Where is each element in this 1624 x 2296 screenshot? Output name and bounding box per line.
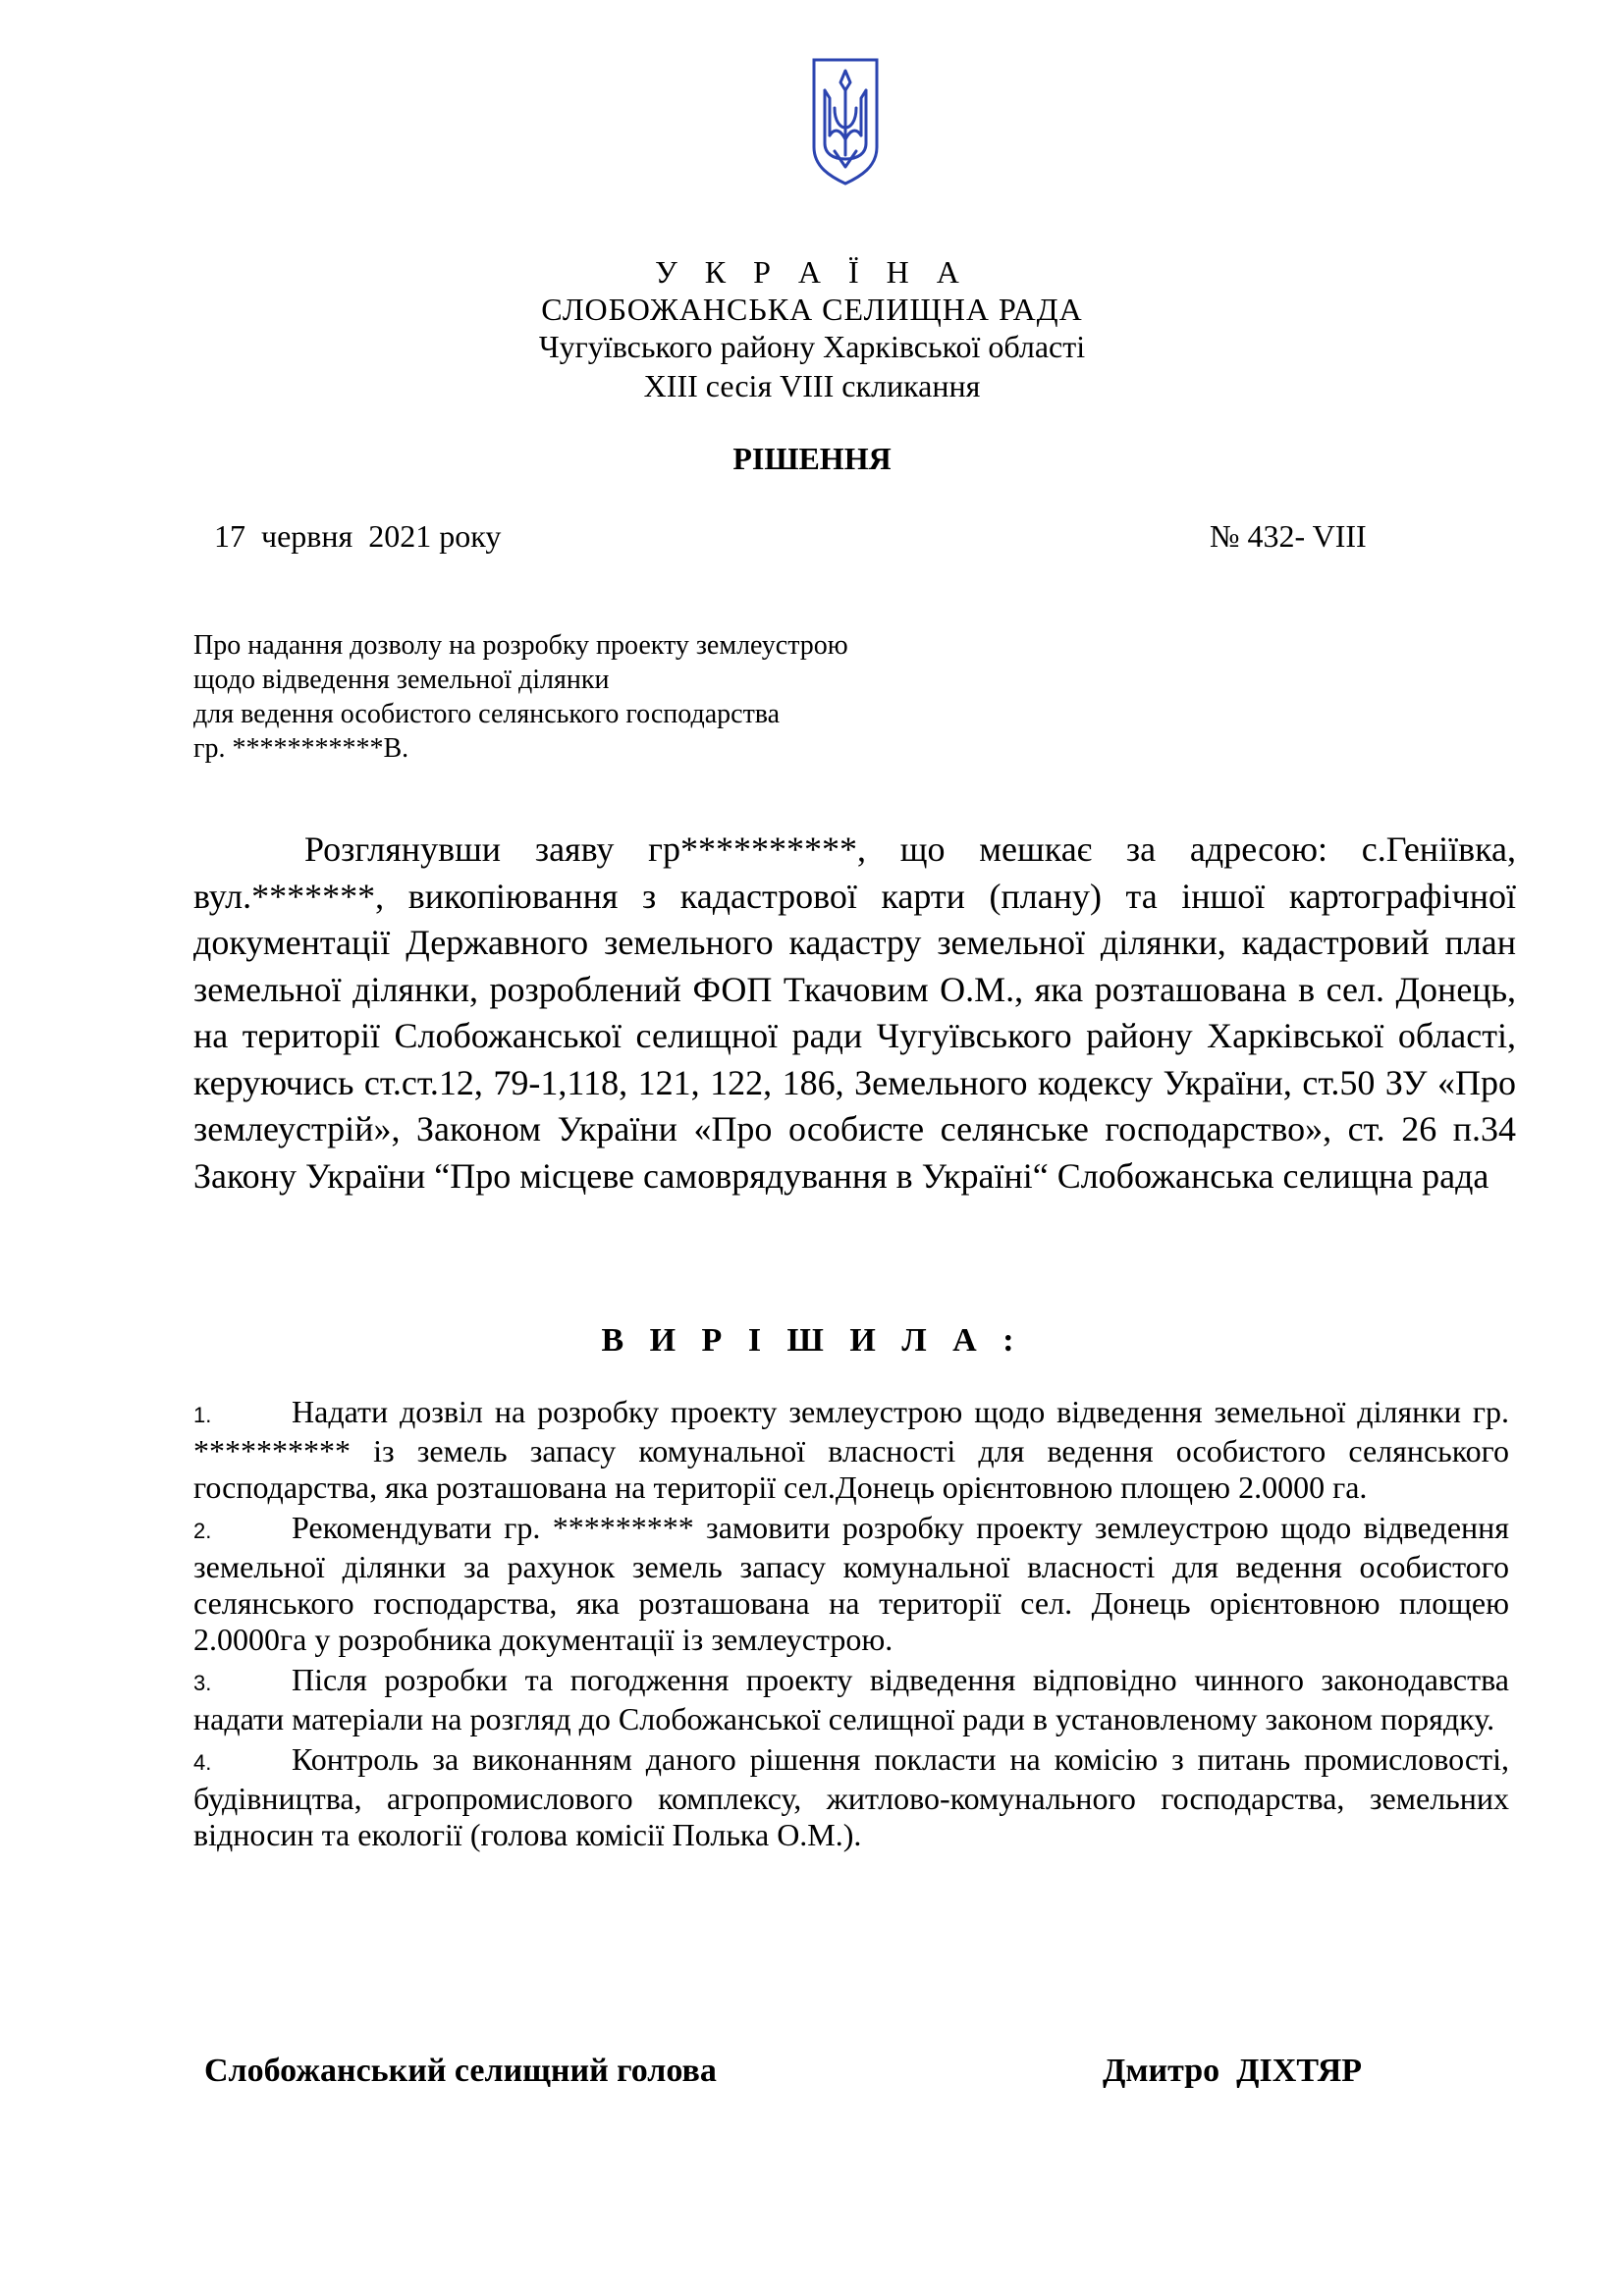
council-name: СЛОБОЖАНСЬКА СЕЛИЩНА РАДА [541, 292, 1083, 327]
item-number: 2. [193, 1519, 212, 1543]
document-number: № 432- VIII [1210, 518, 1367, 554]
decision-heading: В И Р І Ш И Л А : [601, 1322, 1023, 1359]
subject-line: для ведення особистого селянського господарства [193, 699, 781, 729]
subject-line: гр. ***********В. [193, 733, 409, 764]
decision-items [193, 1394, 1509, 1857]
document-type: РІШЕННЯ [732, 441, 892, 476]
decision-item [193, 1662, 1509, 1737]
document-subject [193, 628, 959, 766]
session-info: XIII сесія VIII скликання [643, 368, 981, 403]
item-number: 3. [193, 1671, 212, 1695]
signature-name: Дмитро ДІХТЯР [1103, 2053, 1363, 2089]
subject-line: щодо відведення земельної ділянки [193, 665, 610, 695]
item-text: Після розробки та погодження проекту відведення відповідно чинного законодавства надати матеріали на розгляд до Слобожанської селищної ради в установленому законом порядку. [193, 1662, 1509, 1736]
ukraine-coat-of-arms-icon [811, 57, 880, 187]
district-name: Чугуївського району Харківської області [538, 329, 1086, 364]
document-date: 17 червня 2021 року [214, 518, 502, 554]
item-number: 4. [193, 1750, 212, 1775]
item-text: Рекомендувати гр. ********* замовити розробку проекту землеустрою щодо відведення земельної ділянки за рахунок земель запасу комунальної власності для ведення особистого селянського господарства, яка розташована на території сел. Донець орієнтовною площею 2.0000га у розробника документації із землеустрою. [193, 1510, 1509, 1657]
decision-item [193, 1394, 1509, 1506]
preamble-text: Розглянувши заяву гр**********, що мешкає за адресою: с.Геніївка, вул.*******, викопіювання з кадастрової карти (плану) та іншої картографічної документації Державного земельного кадастру земельної ділянки, кадастровий план земельної ділянки, розроблений ФОП Ткачовим О.М., яка розташована в сел. Донець, на території Слобожанської селищної ради Чугуївського району Харківської області, керуючись ст.ст.12, 79-1,118, 121, 122, 186, Земельного кодексу України, ст.50 ЗУ «Про землеустрій», Законом України «Про особисте селянське господарство», ст. 26 п.34 Закону України “Про місцеве самоврядування в Україні“ Слобожанська селищна рада [193, 829, 1516, 1196]
item-number: 1. [193, 1403, 212, 1427]
item-text: Контроль за виконанням даного рішення покласти на комісію з питань промисловості, будівництва, агропромислового комплексу, житлово-комунального господарства, земельних відносин та екології (голова комісії Полька О.М.). [193, 1741, 1509, 1852]
subject-line: Про надання дозволу на розробку проекту землеустрою [193, 630, 848, 661]
decision-item [193, 1510, 1509, 1658]
item-text: Надати дозвіл на розробку проекту землеустрою щодо відведення земельної ділянки гр. ********** із земель запасу комунальної власності для ведення особистого селянського господарства, яка розташована на території сел.Донець орієнтовною площею 2.0000 га. [193, 1394, 1509, 1505]
country-name: У К Р А Ї Н А [655, 254, 969, 290]
signature-title: Слобожанський селищний голова [204, 2053, 717, 2089]
decision-item [193, 1741, 1509, 1853]
preamble-paragraph [193, 827, 1516, 1200]
